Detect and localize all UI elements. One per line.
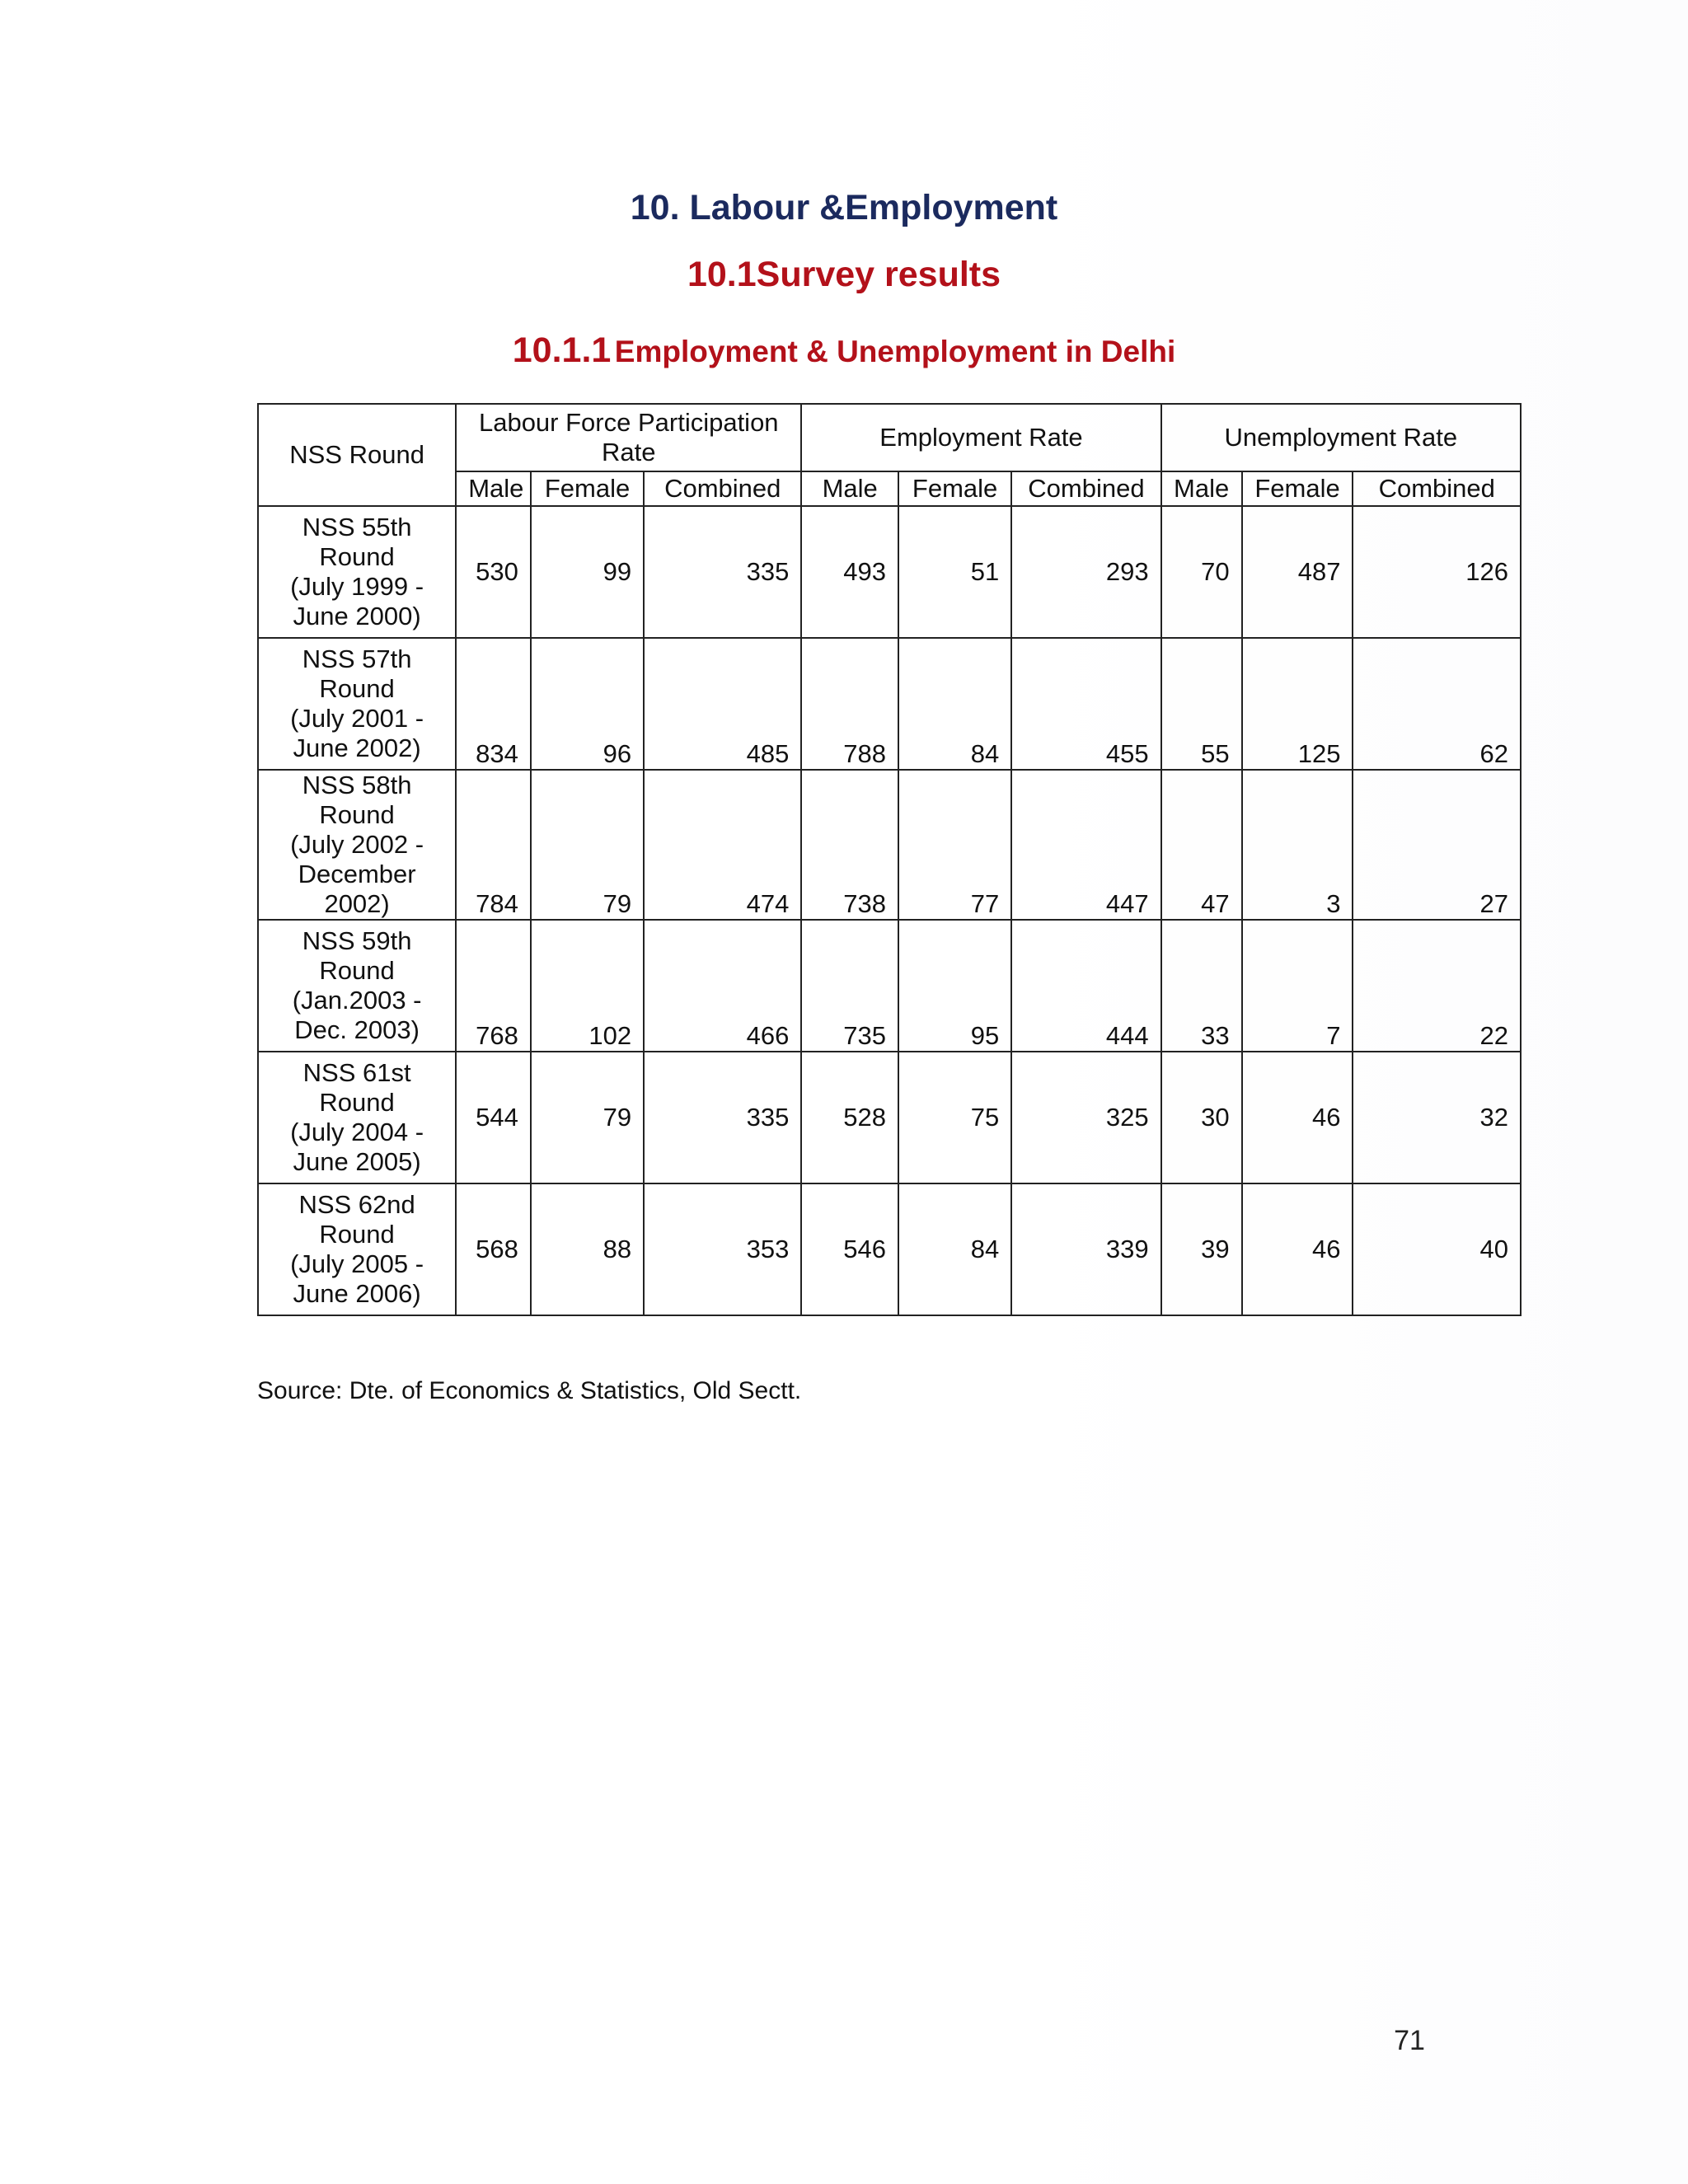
round-cell bbox=[258, 770, 456, 920]
round-line: Round bbox=[319, 956, 395, 985]
header-unemployment-rate: Unemployment Rate bbox=[1161, 404, 1521, 471]
round-line: December bbox=[298, 860, 416, 888]
table-row bbox=[258, 770, 1521, 920]
lfpr-female-cell: 99 bbox=[531, 506, 644, 638]
round-line: Round bbox=[319, 674, 395, 703]
round-line: NSS 61st bbox=[302, 1058, 411, 1087]
er-female-cell: 51 bbox=[898, 506, 1011, 638]
lfpr-male-cell: 544 bbox=[456, 1052, 531, 1183]
table-body bbox=[258, 506, 1521, 1315]
lfpr-combined-cell: 335 bbox=[644, 506, 801, 638]
lfpr-female-cell: 102 bbox=[531, 920, 644, 1052]
ur-combined-cell: 22 bbox=[1353, 920, 1521, 1052]
er-combined-cell: 444 bbox=[1011, 920, 1160, 1052]
round-line: (July 2005 - bbox=[290, 1249, 424, 1278]
lfpr-male-cell: 530 bbox=[456, 506, 531, 638]
er-female-cell: 84 bbox=[898, 638, 1011, 770]
round-line: Round bbox=[319, 1088, 395, 1117]
lfpr-combined-cell: 335 bbox=[644, 1052, 801, 1183]
lfpr-male-cell: 768 bbox=[456, 920, 531, 1052]
subsection-title: Employment & Unemployment in Delhi bbox=[614, 335, 1176, 368]
ur-male-cell: 39 bbox=[1161, 1183, 1242, 1315]
lfpr-combined-cell: 353 bbox=[644, 1183, 801, 1315]
ur-combined-cell: 62 bbox=[1353, 638, 1521, 770]
ur-combined-cell: 40 bbox=[1353, 1183, 1521, 1315]
lfpr-combined-cell: 466 bbox=[644, 920, 801, 1052]
round-line: June 2005) bbox=[293, 1147, 421, 1176]
page-number: 71 bbox=[1394, 2025, 1425, 2056]
round-line: NSS 57th bbox=[302, 644, 412, 673]
subsection-heading bbox=[0, 326, 1688, 383]
round-line: Round bbox=[319, 542, 395, 571]
round-line: (July 2001 - bbox=[290, 704, 424, 733]
ur-female-cell: 487 bbox=[1242, 506, 1353, 638]
subsection-number: 10.1.1 bbox=[512, 330, 612, 370]
header-er-male: Male bbox=[801, 471, 898, 506]
ur-male-cell: 30 bbox=[1161, 1052, 1242, 1183]
ur-female-cell: 125 bbox=[1242, 638, 1353, 770]
round-line: June 2006) bbox=[293, 1279, 421, 1308]
round-line: Round bbox=[319, 800, 395, 829]
round-line: June 2000) bbox=[293, 602, 421, 630]
source-note: Source: Dte. of Economics & Statistics, Old Sectt. bbox=[257, 1377, 802, 1404]
table-row bbox=[258, 638, 1521, 770]
lfpr-combined-cell: 474 bbox=[644, 770, 801, 920]
header-lfpr-female: Female bbox=[531, 471, 644, 506]
header-er-combined: Combined bbox=[1011, 471, 1160, 506]
table-row bbox=[258, 506, 1521, 638]
ur-female-cell: 46 bbox=[1242, 1183, 1353, 1315]
round-line: NSS 55th bbox=[302, 513, 412, 541]
table-row bbox=[258, 1183, 1521, 1315]
ur-combined-cell: 27 bbox=[1353, 770, 1521, 920]
chapter-heading: 10. Labour &Employment bbox=[630, 188, 1058, 227]
round-line: June 2002) bbox=[293, 733, 421, 762]
ur-female-cell: 7 bbox=[1242, 920, 1353, 1052]
er-male-cell: 493 bbox=[801, 506, 898, 638]
lfpr-male-cell: 568 bbox=[456, 1183, 531, 1315]
header-lfpr-male: Male bbox=[456, 471, 531, 506]
er-combined-cell: 447 bbox=[1011, 770, 1160, 920]
lfpr-male-cell: 784 bbox=[456, 770, 531, 920]
ur-male-cell: 70 bbox=[1161, 506, 1242, 638]
round-cell bbox=[258, 638, 456, 770]
ur-combined-cell: 126 bbox=[1353, 506, 1521, 638]
er-combined-cell: 293 bbox=[1011, 506, 1160, 638]
ur-combined-cell: 32 bbox=[1353, 1052, 1521, 1183]
round-line: (July 2004 - bbox=[290, 1118, 424, 1146]
lfpr-female-cell: 96 bbox=[531, 638, 644, 770]
header-lfpr-combined: Combined bbox=[644, 471, 801, 506]
table-row bbox=[258, 920, 1521, 1052]
round-cell bbox=[258, 506, 456, 638]
er-combined-cell: 339 bbox=[1011, 1183, 1160, 1315]
lfpr-male-cell: 834 bbox=[456, 638, 531, 770]
er-combined-cell: 455 bbox=[1011, 638, 1160, 770]
lfpr-combined-cell: 485 bbox=[644, 638, 801, 770]
er-male-cell: 735 bbox=[801, 920, 898, 1052]
er-male-cell: 738 bbox=[801, 770, 898, 920]
header-lfpr: Labour Force Participation Rate bbox=[456, 404, 801, 471]
header-nss-round: NSS Round bbox=[258, 404, 456, 506]
lfpr-female-cell: 88 bbox=[531, 1183, 644, 1315]
er-male-cell: 528 bbox=[801, 1052, 898, 1183]
employment-table bbox=[257, 403, 1522, 1316]
header-employment-rate: Employment Rate bbox=[801, 404, 1160, 471]
er-male-cell: 788 bbox=[801, 638, 898, 770]
round-cell bbox=[258, 1052, 456, 1183]
header-er-female: Female bbox=[898, 471, 1011, 506]
header-ur-male: Male bbox=[1161, 471, 1242, 506]
er-combined-cell: 325 bbox=[1011, 1052, 1160, 1183]
round-line: NSS 62nd bbox=[298, 1190, 415, 1219]
round-line: NSS 59th bbox=[302, 926, 412, 955]
ur-male-cell: 55 bbox=[1161, 638, 1242, 770]
round-line: Round bbox=[319, 1220, 395, 1249]
table-row bbox=[258, 1052, 1521, 1183]
lfpr-female-cell: 79 bbox=[531, 1052, 644, 1183]
round-line: 2002) bbox=[324, 889, 390, 918]
er-male-cell: 546 bbox=[801, 1183, 898, 1315]
ur-male-cell: 47 bbox=[1161, 770, 1242, 920]
er-female-cell: 75 bbox=[898, 1052, 1011, 1183]
round-cell bbox=[258, 920, 456, 1052]
round-line: (Jan.2003 - bbox=[292, 986, 422, 1015]
round-line: Dec. 2003) bbox=[294, 1015, 420, 1044]
section-heading: 10.1Survey results bbox=[687, 255, 1001, 294]
lfpr-female-cell: 79 bbox=[531, 770, 644, 920]
header-ur-female: Female bbox=[1242, 471, 1353, 506]
round-line: (July 2002 - bbox=[290, 830, 424, 859]
ur-female-cell: 3 bbox=[1242, 770, 1353, 920]
ur-male-cell: 33 bbox=[1161, 920, 1242, 1052]
ur-female-cell: 46 bbox=[1242, 1052, 1353, 1183]
round-line: (July 1999 - bbox=[290, 572, 424, 601]
er-female-cell: 77 bbox=[898, 770, 1011, 920]
round-line: NSS 58th bbox=[302, 771, 412, 799]
er-female-cell: 84 bbox=[898, 1183, 1011, 1315]
er-female-cell: 95 bbox=[898, 920, 1011, 1052]
round-cell bbox=[258, 1183, 456, 1315]
header-ur-combined: Combined bbox=[1353, 471, 1521, 506]
